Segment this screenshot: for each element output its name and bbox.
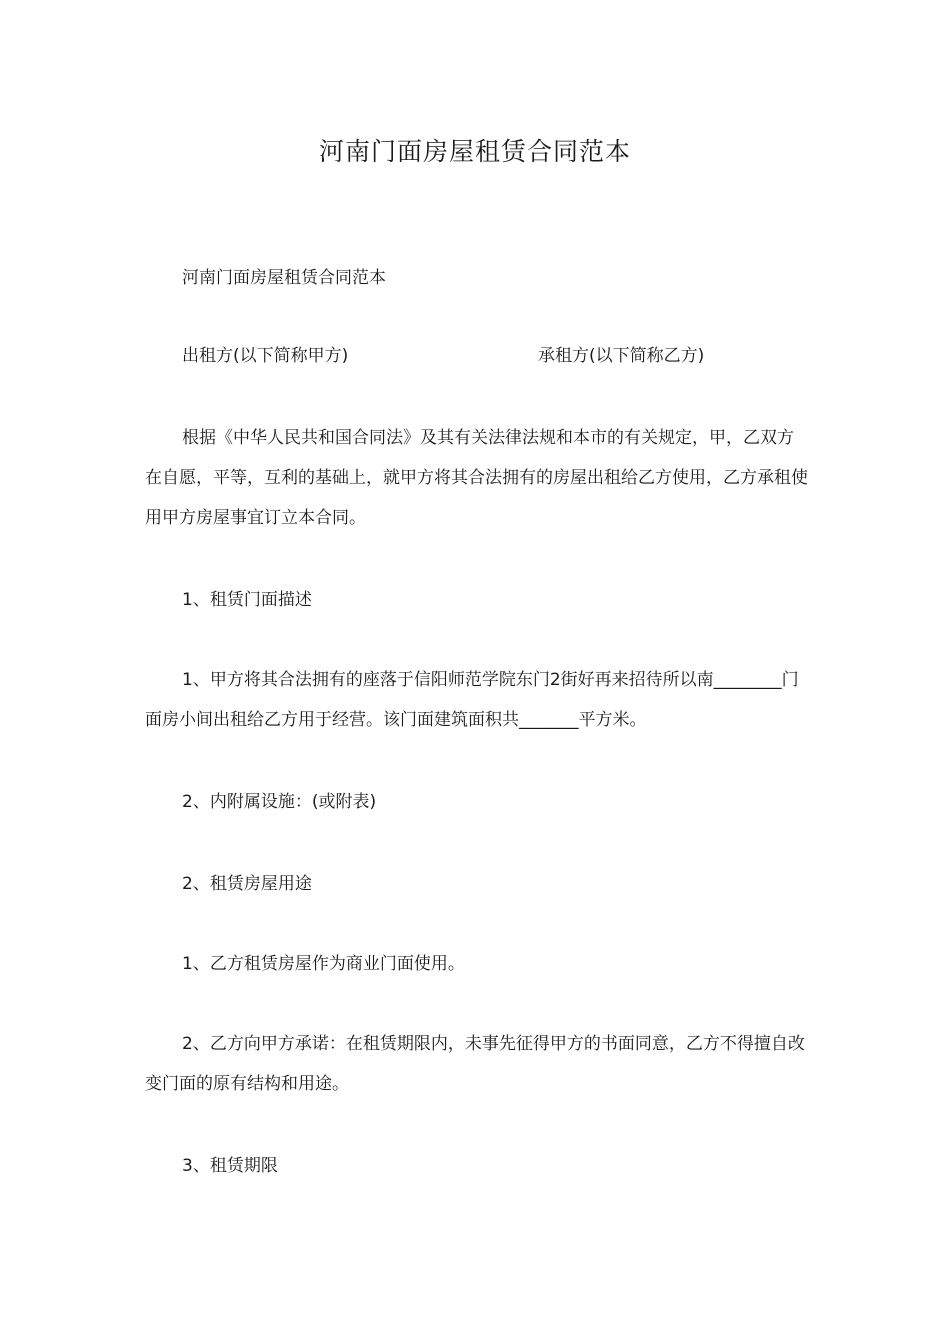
- section-heading-2: 2、租赁房屋用途: [182, 874, 312, 894]
- clause-2-1: 1、乙方租赁房屋作为商业门面使用。: [182, 954, 465, 974]
- clause-2-2: 2、乙方向甲方承诺：在租赁期限内，未事先征得甲方的书面同意，乙方不得擅自改变门面的原有结构和用途。: [145, 1034, 805, 1094]
- clause-1-2: 2、内附属设施：(或附表): [182, 792, 377, 812]
- clause-1-1: 1、甲方将其合法拥有的座落于信阳师范学院东门2街好再来招待所以南________门面房小间出租给乙方用于经营。该门面建筑面积共_______平方米。: [145, 670, 799, 730]
- document-subtitle: 河南门面房屋租赁合同范本: [182, 268, 386, 288]
- document-title: 河南门面房屋租赁合同范本: [318, 137, 631, 166]
- lessee-label: 承租方(以下简称乙方): [538, 346, 705, 366]
- preamble-paragraph: 根据《中华人民共和国合同法》及其有关法律法规和本市的有关规定，甲，乙双方在自愿，平等，互利的基础上，就甲方将其合法拥有的房屋出租给乙方使用，乙方承租使用甲方房屋事宜订立本合同。: [145, 428, 808, 528]
- lessor-label: 出租方(以下简称甲方): [182, 346, 349, 366]
- section-heading-3: 3、租赁期限: [182, 1156, 278, 1176]
- section-heading-1: 1、租赁门面描述: [182, 590, 312, 610]
